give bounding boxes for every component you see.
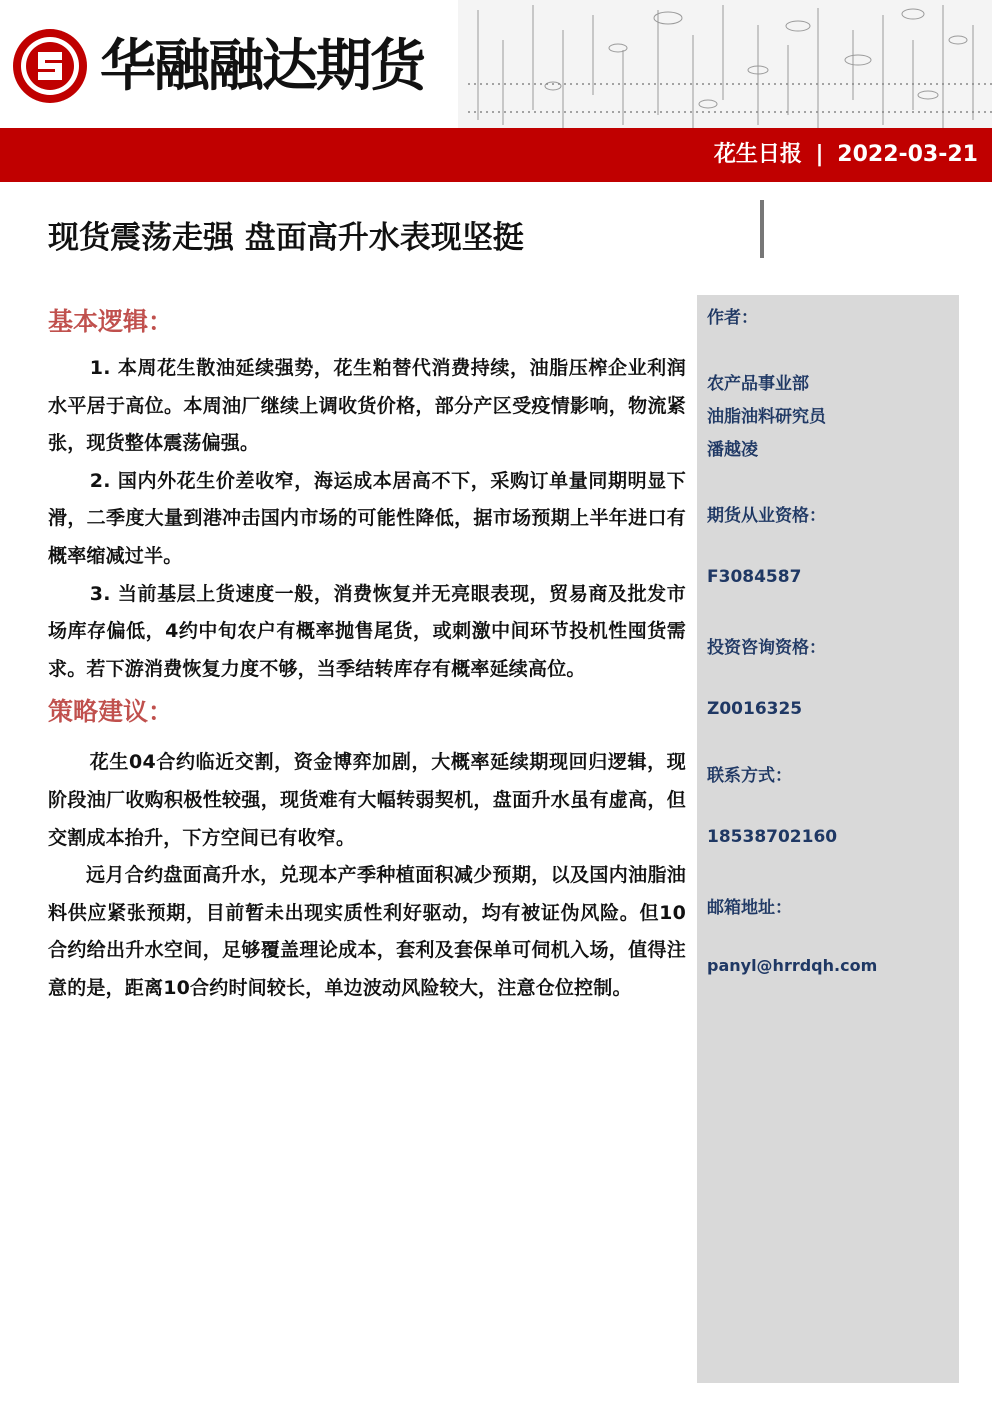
futures-qual-number: F3084587 bbox=[707, 567, 802, 587]
strategy-paragraph-2: 远月合约盘面高升水，兑现本产季种植面积减少预期，以及国内油脂油料供应紧张预期，目前暂未出现实质性利好驱动，均有被证伪风险。但10合约给出升水空间，足够覆盖理论成本，套利及套保单可伺机入场，值得注意的是，距离10合约时间较长，单边波动风险较大，注意仓位控制。 bbox=[48, 864, 686, 999]
contact-phone: 18538702160 bbox=[707, 827, 838, 847]
logic-paragraph-2: 2. 国内外花生价差收窄，海运成本居高不下，采购订单量同期明显下滑，二季度大量到港冲击国内市场的可能性降低，据市场预期上半年进口有概率缩减过半。 bbox=[48, 469, 686, 567]
contact-label: 联系方式： bbox=[707, 766, 792, 786]
logic-paragraph-1: 1. 本周花生散油延续强势，花生粕替代消费持续，油脂压榨企业利润水平居于高位。本周油厂继续上调收货价格，部分产区受疫情影响，物流紧张，现货整体震荡偏强。 bbox=[48, 357, 686, 455]
email-label: 邮箱地址： bbox=[707, 898, 792, 918]
author-department: 农产品事业部 bbox=[707, 374, 809, 394]
company-name: 华融融达期货 bbox=[100, 33, 424, 99]
author-role: 油脂油料研究员 bbox=[707, 407, 826, 427]
section-heading-strategy: 策略建议： bbox=[48, 697, 174, 727]
section-heading-logic: 基本逻辑： bbox=[48, 307, 174, 336]
author-sidebar bbox=[697, 295, 959, 1383]
company-logo bbox=[10, 26, 90, 106]
main-content bbox=[48, 300, 686, 1008]
report-separator: | bbox=[815, 142, 824, 167]
strategy-paragraph-1: 花生04合约临近交割，资金博弈加剧，大概率延续期现回归逻辑，现阶段油厂收购积极性较强，现货难有大幅转弱契机，盘面升水虽有虚高，但交割成本抬升，下方空间已有收窄。 bbox=[48, 751, 686, 849]
report-tag bbox=[714, 128, 978, 182]
logic-paragraph-3: 3. 当前基层上货速度一般，消费恢复并无亮眼表现，贸易商及批发市场库存偏低，4约中旬农户有概率抛售尾货，或刺激中间环节投机性囤货需求。若下游消费恢复力度不够，当季结转库存有概率延续高位。 bbox=[48, 582, 686, 680]
futures-qual-label: 期货从业资格： bbox=[707, 506, 826, 526]
report-date: 2022-03-21 bbox=[837, 142, 978, 167]
email-address[interactable]: panyl@hrrdqh.com bbox=[707, 956, 878, 975]
page-header bbox=[0, 0, 992, 130]
invest-qual-label: 投资咨询资格： bbox=[707, 638, 826, 658]
invest-qual-number: Z0016325 bbox=[707, 699, 803, 719]
title-divider bbox=[760, 200, 764, 258]
report-title: 现货震荡走强 盘面高升水表现坚挺 bbox=[48, 220, 524, 256]
header-decoration bbox=[458, 0, 992, 130]
author-name: 潘越凌 bbox=[707, 440, 758, 460]
report-type: 花生日报 bbox=[713, 142, 802, 167]
author-label: 作者： bbox=[707, 308, 758, 328]
